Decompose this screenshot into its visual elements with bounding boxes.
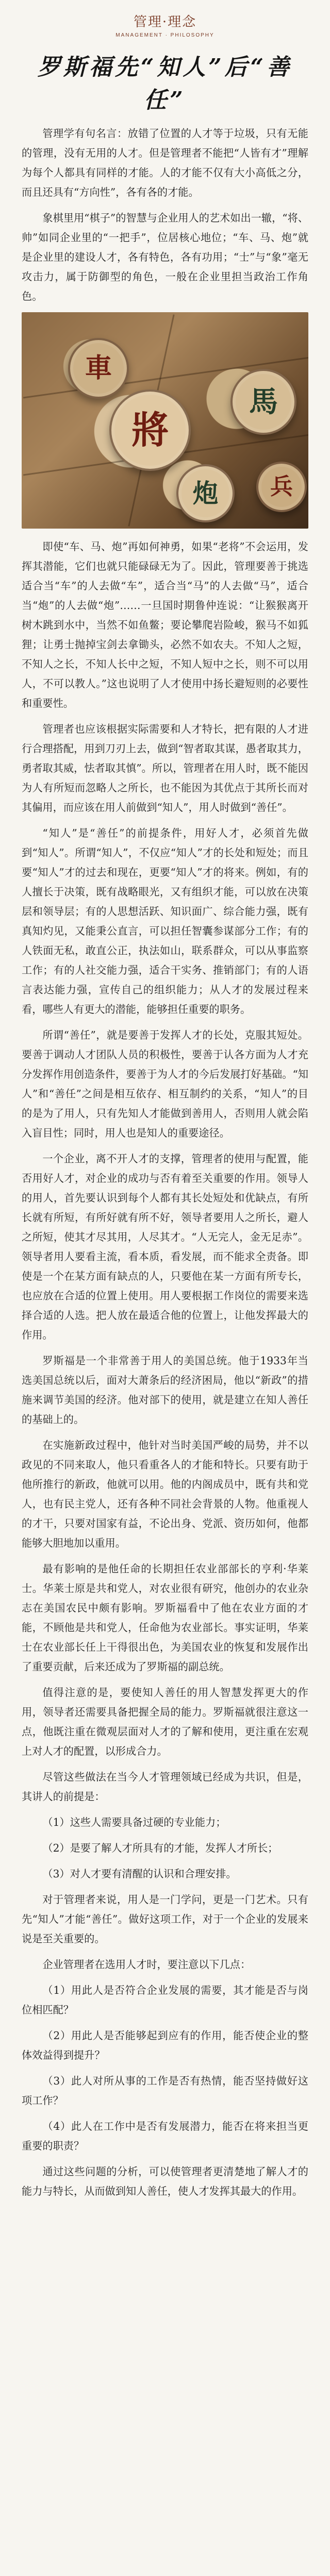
paragraph: 在实施新政过程中，他针对当时美国严峻的局势，并不以政见的不同来取人，他只看重各人的才能和特长。只要有助于他所推行的新政，他就可以用。他的内阁成员中，既有共和党人，也有民主党人，还有各种不同社会背景的人物。他重视人的才干，只要对国家有益，不论出身、党派、资历如何，他都能够大胆地加以重用。: [22, 1439, 308, 1549]
column-subtitle-en: MANAGEMENT · PHILOSOPHY: [116, 32, 214, 38]
list-item: （1）用此人是否符合企业发展的需要，其才能是否与岗位相匹配？: [22, 1984, 308, 2016]
chess-piece: 兵: [256, 462, 307, 512]
article-body: [22, 124, 308, 2223]
chess-piece: 車: [68, 338, 129, 399]
article-title: 罗斯福先“知人”后“善任”: [38, 54, 292, 113]
magazine-header: [22, 0, 308, 38]
paragraph: “知人”是“善任”的前提条件，用好人才，必须首先做到“知人”。所谓“知人”，不仅应“知人”才的长处和短处；而且要“知人”才的过去和现在，更要“知人”才的将来。例如，有的人擅长于决策，既有战略眼光，又有组织才能，可以放在决策层和领导层；有的人思想活跃、知识面广、综合能力强，既有真知灼见，又能秉公直言，可以担任智囊参谋部分工作；有的人铁面无私，敢直公正，执法如山，联系群众，可以从事监察工作；有的人社交能力强，适合干实务、推销部门；有的人语言表达能力强，宣传自己的组织能力；从人才的发展过程来看，哪些人有更大的潜能，能够担任重要的职务。: [22, 827, 308, 1015]
paragraph: 管理学有句名言：放错了位置的人才等于垃圾，只有无能的管理，没有无用的人才。但是管理者不能把“人皆有才”理解为每个人都具有同样的才能。人的才能不仅有大小高低之分，而且还具有“方向性”，各有各的才能。: [22, 127, 308, 198]
paragraph: 管理者也应该根据实际需要和人才特长，把有限的人才进行合理搭配，用到刀刃上去，做到“智者取其谋，愚者取其力，勇者取其威，怯者取其慎”。所以，管理者在用人时，既不能因为人有所短而忽略人之所长，也不能因为其优点于其所长而对其偏用，而应该在用人前做到“知人”，用人时做到“善任”。: [22, 723, 308, 814]
paragraph: 值得注意的是，要使知人善任的用人智慧发挥更大的作用，领导者还需要具备把握全局的能力。罗斯福就很注意这一点，他既注重在微观层面对人才的了解和使用，更注重在宏观上对人才的配置，以形成合力。: [22, 1686, 308, 1757]
column-title: 管理·理念: [133, 14, 197, 30]
chess-piece: 將: [109, 389, 191, 471]
chess-pieces-photo: [22, 312, 308, 529]
paragraph: 罗斯福是一个非常善于用人的美国总统。他于1933年当选美国总统以后，面对大萧条后的经济困局，他以“新政”的措施来调节美国的经济。他对部下的使用，就是建立在知人善任的基础上的。: [22, 1354, 308, 1426]
list-item: （3）此人对所从事的工作是否有热情，能否坚持做好这项工作？: [22, 2075, 308, 2107]
paragraph: 最有影响的是他任命的长期担任农业部部长的亨利·华莱士。华莱士原是共和党人，对农业很有研究，他创办的农业杂志在美国农民中颇有影响。罗斯福看中了他在农业方面的才能，不顾他是共和党人，任命他为农业部长。事实证明，华莱士在农业部长任上干得很出色，为美国农业的恢复和发展作出了重要贡献，后来还成为了罗斯福的副总统。: [22, 1563, 308, 1673]
paragraph: 象棋里用“棋子”的智慧与企业用人的艺术如出一辙，“将、帅”如同企业里的“一把手”，位居核心地位；“车、马、炮”就是企业里的建设人才，各有特色，各有功用；“士”与“象”毫无攻击力，属于防御型的角色，一般在企业里担当政治工作角色。: [22, 212, 308, 302]
paragraph: 即使“车、马、炮”再如何神勇，如果“老将”不会运用，发挥其潜能，它们也就只能碌碌无为了。因此，管理要善于挑选适合当“车”的人去做“车”，适合当“马”的人去做“马”，适合当“炮”的人去做“炮”……一旦国时期鲁仲连说：“让猴猴离开树木跳到水中，当然不如鱼鳖；要论攀爬岩险峻，猴马不如狐狸；让勇士抛掉宝剑去拿锄头，必然不如农夫。不知人之短，不知人之长，不知人长中之短，不知人短中之长，则不可以用人，不可以教人。”这也说明了人才使用中扬长避短则的必要性和重要性。: [22, 540, 308, 709]
paragraph: 尽管这些做法在当今人才管理领域已经成为共识，但是，其讲人的前提是：: [22, 1771, 308, 1803]
paragraph: 一个企业，离不开人才的支撑，管理者的使用与配置，能否用好人才，对企业的成功与否有着至关重要的作用。领导人的用人，首先要认识到每个人都有其长处短处和优缺点，有所长就有所短，有所好就有所不好，领导者要用人之所长，避人之所短，使其才尽其用，人尽其才。“人无完人，金无足赤”。领导者用人要看主流，看本质，看发展，而不能求全责备。即使是一个在某方面有缺点的人，只要他在某一方面有所专长，也应放在合适的位置上使用。用人要根据工作岗位的需要来选择合适的人选。把人放在最适合他的位置上，让他发挥最大的作用。: [22, 1153, 308, 1341]
paragraph: 对于管理者来说，用人是一门学问，更是一门艺术。只有先“知人”才能“善任”。做好这项工作，对于一个企业的发展来说是至关重要的。: [22, 1893, 308, 1945]
paragraph: 所谓“善任”，就是要善于发挥人才的长处，克服其短处。要善于调动人才团队人员的积极性，要善于认各方面为人才充分发挥作用创造条件，要善于为人才的今后发展打好基础。“知人”和“善任”之间是相互依存、相互制约的关系，“知人”的目的是为了用人，只有先知人才能做到善用人，否则用人就会陷入盲目性；同时，用人也是知人的重要途径。: [22, 1029, 308, 1139]
bottom-spacer: [22, 2207, 308, 2223]
chess-piece: 炮: [176, 464, 235, 522]
chess-piece: 馬: [230, 369, 296, 435]
list-item: （2）用此人是否能够起到应有的作用，能否使企业的整体效益得到提升？: [22, 2029, 308, 2061]
paragraph: 通过这些问题的分析，可以使管理者更清楚地了解人才的能力与特长，从而做到知人善任，使人才发挥其最大的作用。: [22, 2165, 308, 2197]
list-item: （1）这些人需要具备过硬的专业能力；: [42, 1816, 226, 1828]
list-item: （3）对人才要有清醒的认识和合理安排。: [42, 1868, 237, 1880]
paragraph: 企业管理者在选用人才时，要注意以下几点：: [42, 1958, 251, 1971]
list-item: （4）此人在工作中是否有发展潜力，能否在将来担当更重要的职责？: [22, 2120, 308, 2152]
list-item: （2）是要了解人才所具有的才能，发挥人才所长；: [42, 1842, 278, 1854]
